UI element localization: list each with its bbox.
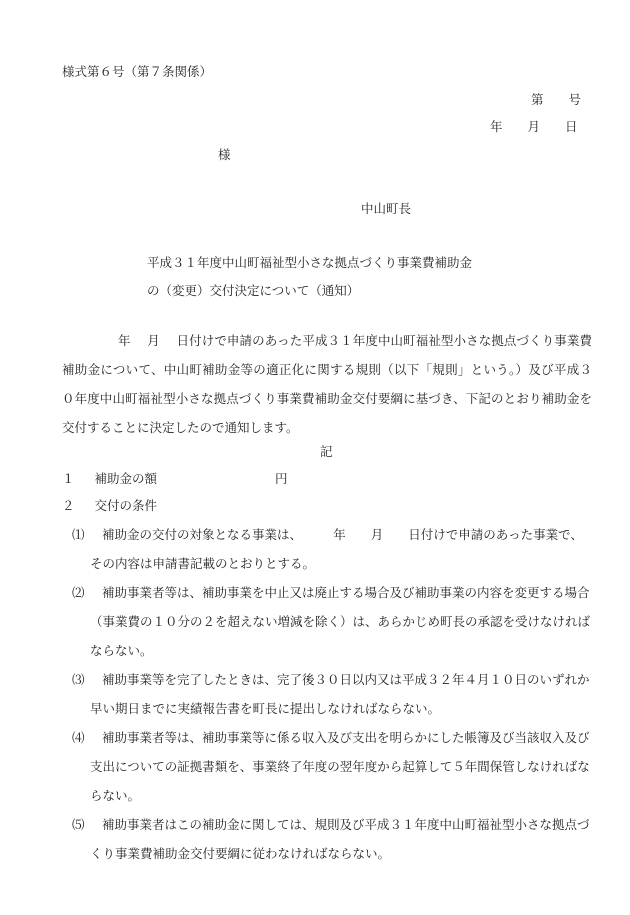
condition-3 [62,665,592,723]
issue-date: 年 月 日 [490,119,578,134]
condition-2-number: ⑵ [72,585,85,600]
ki-heading: 記 [320,444,333,459]
title-line-2: の（変更）交付決定について（通知） [147,283,360,298]
body-paragraph [62,326,592,442]
condition-5-number: ⑸ [72,817,85,832]
condition-1 [62,520,592,578]
form-label: 様式第６号（第７条関係） [62,64,213,79]
condition-1-text: 補助金の交付の対象となる事業は、 年 月 日付けで申請のあった事業で、その内容は申請書記載のとおりとする。 [90,527,583,571]
body-text: 年 月 日付けで申請のあった平成３１年度中山町福祉型小さな拠点づくり事業費補助金について、中山町補助金等の適正化に関する規則（以下「規則」という。）及び平成３０年度中山町福祉型小さな拠点づくり事業費補助金交付要綱に基づき、下記のとおり補助金を交付することに決定したので通知します。 [62,333,592,435]
item-2-label: 交付の条件 [94,498,157,513]
addressee: 様 [218,147,231,162]
item-1-number: １ [62,471,75,486]
document-number: 第 号 [531,92,582,107]
condition-4-text: 補助事業者等は、補助事業等に係る収入及び支出を明らかにした帳簿及び当該収入及び支出についての証拠書類を、事業終了年度の翌年度から起算して５年間保管しなければならない。 [90,730,590,803]
condition-5-text: 補助事業者はこの補助金に関しては、規則及び平成３１年度中山町福祉型小さな拠点づくり事業費補助金交付要綱に従わなければならない。 [90,817,590,861]
condition-5 [62,810,592,868]
condition-3-text: 補助事業等を完了したときは、完了後３０日以内又は平成３２年４月１０日のいずれか早い期日までに実績報告書を町長に提出しなければならない。 [90,672,590,716]
item-2 [62,496,157,514]
title-line-1: 平成３１年度中山町福祉型小さな拠点づくり事業費補助金 [147,255,473,270]
conditions-list [62,520,592,868]
item-1-label: 補助金の額 [94,471,157,486]
condition-2 [62,578,592,665]
item-1-unit: 円 [275,471,288,486]
sender-name: 中山町長 [361,201,412,216]
condition-4-number: ⑷ [72,730,85,745]
condition-3-number: ⑶ [72,672,85,687]
condition-1-number: ⑴ [72,527,85,542]
condition-2-text: 補助事業者等は、補助事業を中止又は廃止する場合及び補助事業の内容を変更する場合（事業費の１０分の２を超えない増減を除く）は、あらかじめ町長の承認を受けなければならない。 [90,585,591,658]
item-1 [62,469,157,487]
item-2-number: ２ [62,498,75,513]
condition-4 [62,723,592,810]
